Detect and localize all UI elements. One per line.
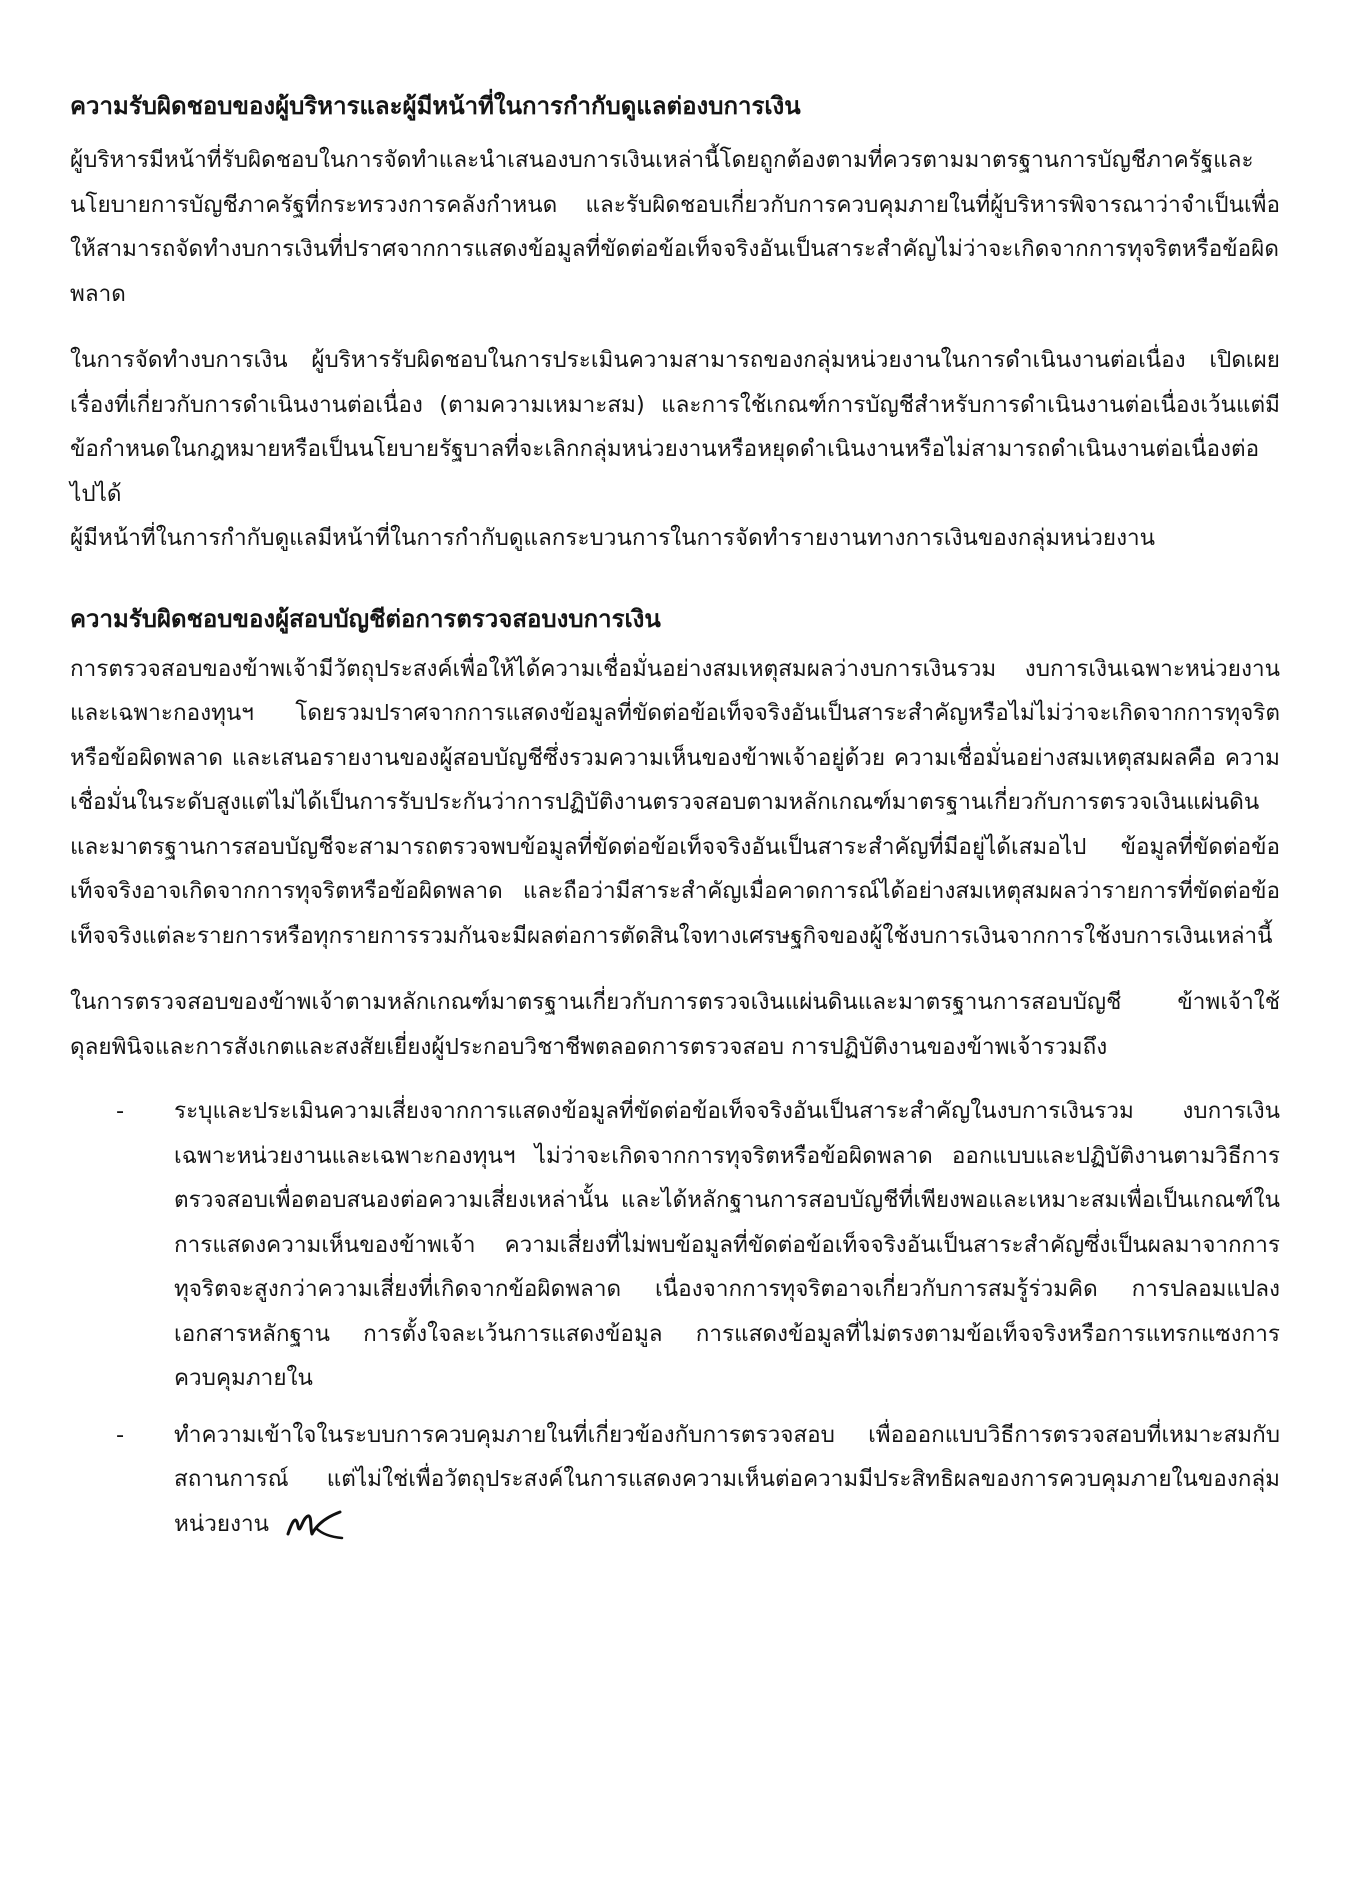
bullet-text: ทำความเข้าใจในระบบการควบคุมภายในที่เกี่ยวข้องกับการตรวจสอบ เพื่อออกแบบวิธีการตรวจสอบที่เหมาะสมกับสถานการณ์ แต่ไม่ใช่เพื่อวัตถุประสงค์ในการแสดงความเห็นต่อความมีประสิทธิผลของการควบคุมภายในของกลุ่มหน่วยงาน: [174, 1421, 1280, 1537]
section-heading-management-responsibility: ความรับผิดชอบของผู้บริหารและผู้มีหน้าที่ในการกำกับดูแลต่องบการเงิน: [70, 92, 801, 120]
procedure-list: [70, 1089, 1280, 1546]
paragraph-going-concern: ในการจัดทำงบการเงิน ผู้บริหารรับผิดชอบในการประเมินความสามารถของกลุ่มหน่วยงานในการดำเนินงานต่อเนื่อง เปิดเผยเรื่องที่เกี่ยวกับการดำเนินงานต่อเนื่อง (ตามความเหมาะสม) และการใช้เกณฑ์การบัญชีสำหรับการดำเนินงานต่อเนื่องเว้นแต่มีข้อกำหนดในกฎหมายหรือเป็นนโยบายรัฐบาลที่จะเลิกกลุ่มหน่วยงานหรือหยุดดำเนินงานหรือไม่สามารถดำเนินงานต่อเนื่องต่อไปได้: [70, 347, 1280, 507]
bullet-marker: -: [116, 1098, 125, 1124]
bullet-marker: -: [116, 1421, 125, 1448]
paragraph-audit-objective: การตรวจสอบของข้าพเจ้ามีวัตถุประสงค์เพื่อให้ได้ความเชื่อมั่นอย่างสมเหตุสมผลว่างบการเงินรวม งบการเงินเฉพาะหน่วยงานและเฉพาะกองทุนฯ โดยรวมปราศจากการแสดงข้อมูลที่ขัดต่อข้อเท็จจริงอันเป็นสาระสำคัญหรือไม่ไม่ว่าจะเกิดจากการทุจริตหรือข้อผิดพลาด และเสนอรายงานของผู้สอบบัญชีซึ่งรวมความเห็นของข้าพเจ้าอยู่ด้วย ความเชื่อมั่นอย่างสมเหตุสมผลคือ ความเชื่อมั่นในระดับสูงแต่ไม่ได้เป็นการรับประกันว่าการปฏิบัติงานตรวจสอบตามหลักเกณฑ์มาตรฐานเกี่ยวกับการตรวจเงินแผ่นดินและมาตรฐานการสอบบัญชีจะสามารถตรวจพบข้อมูลที่ขัดต่อข้อเท็จจริงอันเป็นสาระสำคัญที่มีอยู่ได้เสมอไป ข้อมูลที่ขัดต่อข้อเท็จจริงอาจเกิดจากการทุจริตหรือข้อผิดพลาด และถือว่ามีสาระสำคัญเมื่อคาดการณ์ได้อย่างสมเหตุสมผลว่ารายการที่ขัดต่อข้อเท็จจริงแต่ละรายการหรือทุกรายการรวมกันจะมีผลต่อการตัดสินใจทางเศรษฐกิจของผู้ใช้งบการเงินจากการใช้งบการเงินเหล่านี้: [70, 655, 1280, 949]
paragraph-management-duty: ผู้บริหารมีหน้าที่รับผิดชอบในการจัดทำและนำเสนองบการเงินเหล่านี้โดยถูกต้องตามที่ควรตามมาตรฐานการบัญชีภาครัฐและนโยบายการบัญชีภาครัฐที่กระทรวงการคลังกำหนด และรับผิดชอบเกี่ยวกับการควบคุมภายในที่ผู้บริหารพิจารณาว่าจำเป็นเพื่อให้สามารถจัดทำงบการเงินที่ปราศจากการแสดงข้อมูลที่ขัดต่อข้อเท็จจริงอันเป็นสาระสำคัญไม่ว่าจะเกิดจากการทุจริตหรือข้อผิดพลาด: [70, 147, 1280, 307]
paragraph-governance: ผู้มีหน้าที่ในการกำกับดูแลมีหน้าที่ในการกำกับดูแลกระบวนการในการจัดทำรายงานทางการเงินของกลุ่มหน่วยงาน: [70, 525, 1156, 551]
list-item: [70, 1089, 1280, 1401]
paragraph-professional-judgement: ในการตรวจสอบของข้าพเจ้าตามหลักเกณฑ์มาตรฐานเกี่ยวกับการตรวจเงินแผ่นดินและมาตรฐานการสอบบัญชี ข้าพเจ้าใช้ดุลยพินิจและการสังเกตและสงสัยเยี่ยงผู้ประกอบวิชาชีพตลอดการตรวจสอบ การปฏิบัติงานของข้าพเจ้ารวมถึง: [70, 989, 1280, 1060]
document-body: [70, 90, 1280, 1546]
bullet-text: ระบุและประเมินความเสี่ยงจากการแสดงข้อมูลที่ขัดต่อข้อเท็จจริงอันเป็นสาระสำคัญในงบการเงินรวม งบการเงินเฉพาะหน่วยงานและเฉพาะกองทุนฯ ไม่ว่าจะเกิดจากการทุจริตหรือข้อผิดพลาด ออกแบบและปฏิบัติงานตามวิธีการตรวจสอบเพื่อตอบสนองต่อความเสี่ยงเหล่านั้น และได้หลักฐานการสอบบัญชีที่เพียงพอและเหมาะสมเพื่อเป็นเกณฑ์ในการแสดงความเห็นของข้าพเจ้า ความเสี่ยงที่ไม่พบข้อมูลที่ขัดต่อข้อเท็จจริงอันเป็นสาระสำคัญซึ่งเป็นผลมาจากการทุจริตจะสูงกว่าความเสี่ยงที่เกิดจากข้อผิดพลาด เนื่องจากการทุจริตอาจเกี่ยวกับการสมรู้ร่วมคิด การปลอมแปลงเอกสารหลักฐาน การตั้งใจละเว้นการแสดงข้อมูล การแสดงข้อมูลที่ไม่ตรงตามข้อเท็จจริงหรือการแทรกแซงการควบคุมภายใน: [174, 1098, 1280, 1391]
initials-signature: [282, 1504, 352, 1544]
section-heading-auditor-responsibility: ความรับผิดชอบของผู้สอบบัญชีต่อการตรวจสอบงบการเงิน: [70, 604, 661, 633]
list-item: [70, 1413, 1280, 1547]
